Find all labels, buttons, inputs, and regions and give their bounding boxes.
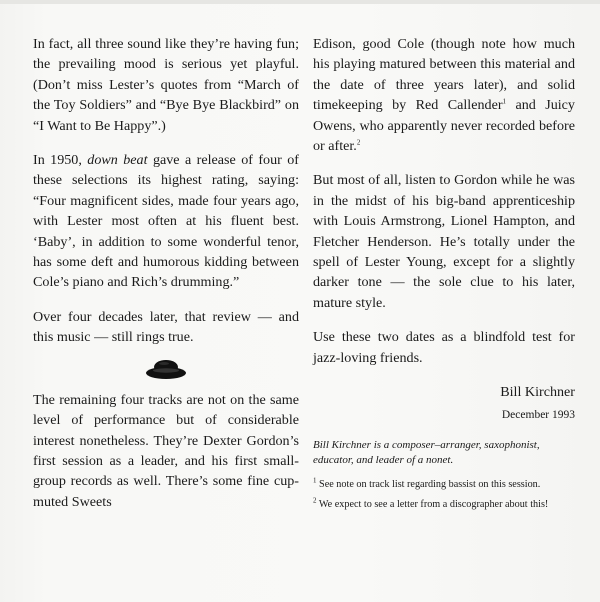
page-edge — [0, 0, 600, 4]
signature-block — [313, 382, 575, 422]
right-column — [313, 34, 575, 512]
paragraph-downbeat-lead: In 1950, — [33, 152, 88, 169]
author-name: Bill Kirchner — [500, 384, 575, 401]
magazine-title: down beat — [87, 152, 148, 169]
paragraph-remaining-tracks-text: The remaining four tracks are not on the same level of performance but of considerable interest nonetheless. They’re Dexter Gordon’s first session as a leader, and his first small-group records as well. There’s some fine cup-muted Sweets — [33, 391, 299, 510]
author-bio: Bill Kirchner is a composer–arranger, saxophonist, educator, and leader of a nonet. — [313, 438, 540, 466]
footnote-1-mark: 1 — [313, 476, 317, 485]
paragraph-fun-text: In fact, all three sound like they’re having fun; the prevailing mood is serious yet playful. (Don’t miss Lester’s quotes from “March of the Toy Soldiers” and “Bye Bye Blackbird” on “I Want to Be Happy”.) — [33, 36, 299, 134]
left-column — [33, 34, 299, 526]
hat-ornament — [33, 358, 299, 380]
footnote-2-mark: 2 — [313, 496, 317, 505]
footnote-ref-2: 2 — [356, 138, 361, 147]
footnote-1-text: See note on track list regarding bassist on this session. — [316, 478, 541, 490]
footnote-ref-1: 1 — [502, 97, 507, 106]
paragraph-edison-tail: and Juicy Owens, who apparently never recorded before or after. — [313, 97, 575, 155]
porkpie-hat-icon — [144, 358, 188, 380]
footnote-2-text: We expect to see a letter from a discographer about this! — [316, 498, 549, 510]
paragraph-edison-text: Edison, good Cole (though note how much his playing matured between this material and the date of three years later), and solid timekeeping by Red Callender — [313, 36, 575, 114]
paragraph-edison — [313, 34, 575, 156]
paragraph-blindfold-text: Use these two dates as a blindfold test for jazz-loving friends. — [313, 329, 575, 366]
paragraph-review-text: Over four decades later, that review — and this music — still rings true. — [33, 308, 299, 346]
paragraph-downbeat — [33, 150, 299, 293]
paragraph-downbeat-quote: gave a release of four of these selections its highest rating, saying: “Four magnificent sides, made four years ago, with Lester most often at his fluent best. ‘Baby’, in addition to some wonderful tenor, has some deft and humorous kidding between Cole’s piano and Rich’s drumming.” — [33, 152, 299, 291]
footnote-1 — [313, 478, 575, 492]
footnote-2 — [313, 498, 575, 512]
paragraph-review — [33, 307, 299, 348]
paragraph-fun — [33, 34, 299, 136]
paragraph-remaining-tracks — [33, 390, 299, 512]
paragraph-blindfold — [313, 327, 575, 368]
paragraph-gordon — [313, 170, 575, 313]
author-date: December 1993 — [501, 408, 575, 421]
paragraph-gordon-text: But most of all, listen to Gordon while he was in the midst of his big-band apprenticeship with Louis Armstrong, Lionel Hampton, and Fletcher Henderson. He’s totally under the spell of Lester Young, except for a slightly darker tone — the sole clue to his later, mature style. — [313, 172, 575, 311]
